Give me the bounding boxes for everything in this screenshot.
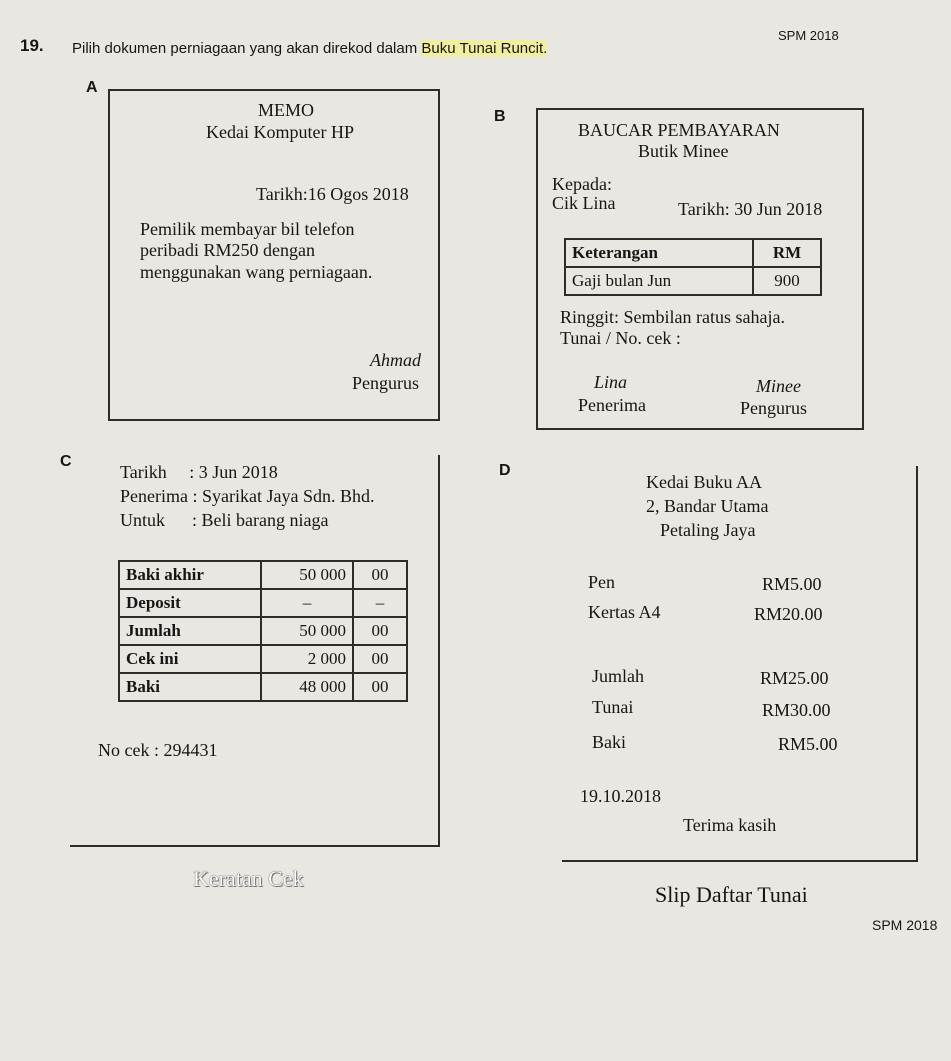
stub-balance-table [118,560,408,702]
voucher-table [564,238,822,296]
question-text-plain: Pilih dokumen perniagaan yang akan direkod dalam [72,40,422,57]
stub-row-cents: – [353,589,407,617]
caption-cash-register-slip: Slip Daftar Tunai [655,882,808,907]
slip-total-name: Jumlah [592,666,644,686]
stub-row-label: Deposit [119,589,261,617]
stub-row-label: Cek ini [119,645,261,673]
voucher-amount-words: Ringgit: Sembilan ratus sahaja. [560,307,785,327]
exam-code-bottom: SPM 2018 [872,917,938,933]
voucher-company: Butik Minee [638,141,729,161]
memo-title: MEMO [258,100,315,120]
slip-shop-line: Petaling Jaya [660,520,756,540]
voucher-manager-role: Pengurus [740,398,807,418]
voucher-recipient-role: Penerima [578,395,646,415]
table-row [565,267,821,295]
option-label-b: B [494,108,506,125]
slip-shop-line: Kedai Buku AA [646,472,762,492]
stub-row-cents: 00 [353,561,407,589]
exam-code-top: SPM 2018 [778,28,839,43]
stub-row-label: Baki [119,673,261,701]
slip-total-amount: RM30.00 [762,700,831,720]
table-row [119,561,407,589]
voucher-payment-method: Tunai / No. cek : [560,328,681,348]
table-row [119,673,407,701]
question-text [72,40,547,57]
stub-row-cents: 00 [353,673,407,701]
slip-total-name: Tunai [592,697,634,717]
slip-total-name: Baki [592,732,626,752]
memo-role: Pengurus [352,373,419,393]
slip-date: 19.10.2018 [580,786,661,806]
stub-row-cents: 00 [353,617,407,645]
memo-body-line: menggunakan wang perniagaan. [140,262,373,282]
slip-shop-line: 2, Bandar Utama [646,496,769,516]
option-label-c: C [60,453,72,470]
memo-date: Tarikh:16 Ogos 2018 [256,184,409,204]
voucher-header-rm: RM [753,239,821,267]
memo-body-line: Pemilik membayar bil telefon [140,219,355,239]
slip-total-amount: RM5.00 [778,734,838,754]
voucher-cell-description: Gaji bulan Jun [565,267,753,295]
voucher-cell-amount: 900 [753,267,821,295]
memo-company: Kedai Komputer HP [206,122,354,142]
option-label-d: D [499,462,511,479]
stub-row-amount: 50 000 [261,561,353,589]
stub-row-amount: 48 000 [261,673,353,701]
stub-row-label: Jumlah [119,617,261,645]
memo-body-line: peribadi RM250 dengan [140,240,315,260]
table-row [119,645,407,673]
option-label-a: A [86,79,98,96]
question-number: 19. [20,36,44,55]
table-row [119,589,407,617]
voucher-title: BAUCAR PEMBAYARAN [578,120,780,140]
slip-item-amount: RM20.00 [754,604,823,624]
stub-payee-line: Penerima : Syarikat Jaya Sdn. Bhd. [120,486,375,506]
caption-cheque-stub: Keratan Cek [193,866,304,891]
stub-purpose-line: Untuk : Beli barang niaga [120,510,329,530]
slip-thanks: Terima kasih [683,815,777,835]
voucher-to-name: Cik Lina [552,193,616,213]
slip-total-amount: RM25.00 [760,668,829,688]
voucher-to-label: Kepada: [552,174,612,194]
stub-cheque-number: No cek : 294431 [98,740,218,760]
stub-row-cents: 00 [353,645,407,673]
voucher-header-description: Keterangan [565,239,753,267]
stub-date-line: Tarikh : 3 Jun 2018 [120,462,278,482]
question-text-highlight: Buku Tunai Runcit. [421,40,548,57]
slip-item-name: Kertas A4 [588,602,661,622]
stub-row-amount: 2 000 [261,645,353,673]
voucher-recipient-signature: Lina [594,372,628,392]
stub-row-amount: 50 000 [261,617,353,645]
stub-row-amount: – [261,589,353,617]
slip-item-amount: RM5.00 [762,574,822,594]
voucher-manager-signature: Minee [756,376,801,396]
stub-row-label: Baki akhir [119,561,261,589]
table-row [565,239,821,267]
table-row [119,617,407,645]
slip-item-name: Pen [588,572,615,592]
voucher-date: Tarikh: 30 Jun 2018 [678,199,823,219]
memo-signature: Ahmad [370,350,421,370]
